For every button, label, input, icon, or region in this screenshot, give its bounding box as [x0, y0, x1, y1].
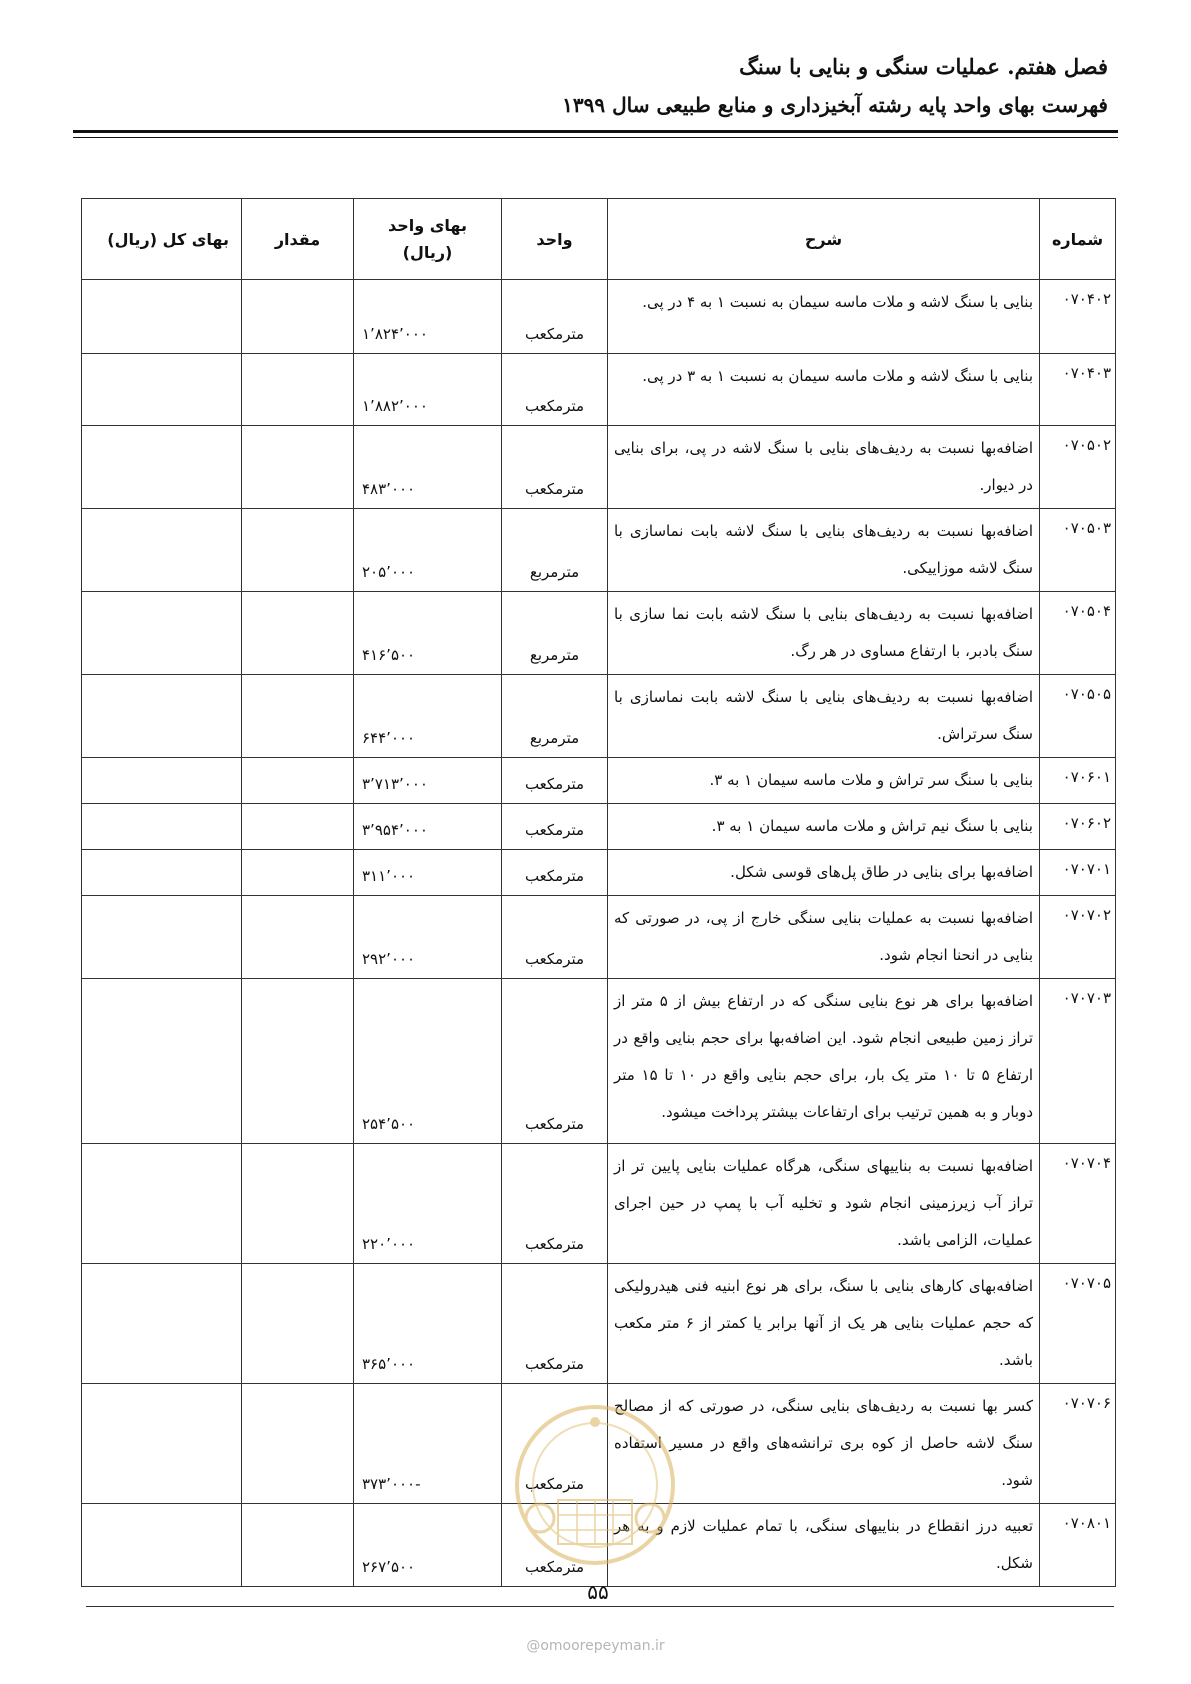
table-row: [82, 509, 1116, 592]
row-unit-price: ۴۱۶٬۵۰۰: [354, 592, 502, 675]
chapter-title: فصل هفتم. عملیات سنگی و بنایی با سنگ: [739, 54, 1108, 79]
row-unit: مترمکعب: [502, 1144, 608, 1264]
row-quantity: [242, 758, 354, 804]
row-unit-price: ۳٬۷۱۳٬۰۰۰: [354, 758, 502, 804]
price-table: [81, 198, 1116, 1587]
row-total: [82, 1384, 242, 1504]
header-unit-price-label: بهای واحد: [387, 216, 467, 235]
row-description: تعبیه درز انقطاع در بناییهای سنگی، با تمام عملیات لازم و به هر شکل.: [608, 1504, 1040, 1587]
row-description: اضافه‌بها نسبت به ردیف‌های بنایی با سنگ لاشه بابت نما سازی با سنگ بادبر، با ارتفاع مساوی در هر رگ.: [608, 592, 1040, 675]
row-unit: مترمکعب: [502, 1384, 608, 1504]
table-row: [82, 354, 1116, 426]
row-code: ۰۷۰۵۰۳: [1040, 509, 1116, 592]
row-description: اضافه‌بها برای هر نوع بنایی سنگی که در ارتفاع بیش از ۵ متر از تراز زمین طبیعی انجام شود. این اضافه‌بها برای حجم بنایی واقع در ارتفاع ۵ تا ۱۰ متر یک بار، برای حجم بنایی واقع در ۱۰ تا ۱۵ متر دوبار و به همین ترتیب برای ارتفاعات بیشتر پرداخت میشود.: [608, 979, 1040, 1144]
row-unit: مترمکعب: [502, 804, 608, 850]
table-row: [82, 1144, 1116, 1264]
row-total: [82, 280, 242, 354]
row-unit-price: ۱٬۸۲۴٬۰۰۰: [354, 280, 502, 354]
footer-divider: [86, 1606, 1114, 1607]
row-total: [82, 1144, 242, 1264]
row-quantity: [242, 850, 354, 896]
row-quantity: [242, 1264, 354, 1384]
row-total: [82, 426, 242, 509]
page-number: ۵۵: [587, 1580, 609, 1604]
header-total: بهای کل (ریال): [82, 199, 242, 280]
row-code: ۰۷۰۶۰۲: [1040, 804, 1116, 850]
row-code: ۰۷۰۷۰۶: [1040, 1384, 1116, 1504]
row-code: ۰۷۰۴۰۳: [1040, 354, 1116, 426]
row-unit: مترمکعب: [502, 280, 608, 354]
table-row: [82, 758, 1116, 804]
row-quantity: [242, 592, 354, 675]
row-code: ۰۷۰۵۰۵: [1040, 675, 1116, 758]
row-total: [82, 850, 242, 896]
table-row: [82, 675, 1116, 758]
row-code: ۰۷۰۷۰۳: [1040, 979, 1116, 1144]
row-unit-price: ۳٬۹۵۴٬۰۰۰: [354, 804, 502, 850]
header-divider-thick: [73, 130, 1118, 133]
table-row: [82, 804, 1116, 850]
row-unit-price: ۲۹۲٬۰۰۰: [354, 896, 502, 979]
row-quantity: [242, 675, 354, 758]
row-description: اضافه‌بهای کارهای بنایی با سنگ، برای هر نوع ابنیه فنی هیدرولیکی که حجم عملیات بنایی هر یک از آنها برابر یا کمتر از ۶ متر مکعب باشد.: [608, 1264, 1040, 1384]
table-row: [82, 426, 1116, 509]
row-unit: مترمکعب: [502, 1504, 608, 1587]
row-unit-price: ۳۶۵٬۰۰۰: [354, 1264, 502, 1384]
row-code: ۰۷۰۷۰۲: [1040, 896, 1116, 979]
row-quantity: [242, 426, 354, 509]
row-quantity: [242, 1384, 354, 1504]
table-header-row: [82, 199, 1116, 280]
row-description: اضافه‌بها نسبت به ردیف‌های بنایی با سنگ لاشه بابت نماسازی با سنگ سرتراش.: [608, 675, 1040, 758]
row-code: ۰۷۰۴۰۲: [1040, 280, 1116, 354]
row-code: ۰۷۰۷۰۱: [1040, 850, 1116, 896]
row-description: اضافه‌بها نسبت به عملیات بنایی سنگی خارج از پی، در صورتی که بنایی در انحنا انجام شود.: [608, 896, 1040, 979]
header-divider-thin: [73, 137, 1118, 138]
row-total: [82, 354, 242, 426]
row-description: بنایی با سنگ لاشه و ملات ماسه سیمان به نسبت ۱ به ۴ در پی.: [608, 280, 1040, 354]
row-total: [82, 1504, 242, 1587]
row-quantity: [242, 354, 354, 426]
price-list-subtitle: فهرست بهای واحد پایه رشته آبخیزداری و منابع طبیعی سال ۱۳۹۹: [562, 93, 1108, 117]
row-description: اضافه‌بها برای بنایی در طاق پل‌های قوسی شکل.: [608, 850, 1040, 896]
row-unit-price: ۳۱۱٬۰۰۰: [354, 850, 502, 896]
row-unit-price: ۲۲۰٬۰۰۰: [354, 1144, 502, 1264]
row-description: اضافه‌بها نسبت به ردیف‌های بنایی با سنگ لاشه در پی، برای بنایی در دیوار.: [608, 426, 1040, 509]
row-unit: مترمکعب: [502, 979, 608, 1144]
row-quantity: [242, 1504, 354, 1587]
row-unit: مترمکعب: [502, 896, 608, 979]
row-description: اضافه‌بها نسبت به ردیف‌های بنایی با سنگ لاشه بابت نماسازی با سنگ لاشه موزاییکی.: [608, 509, 1040, 592]
table-row: [82, 280, 1116, 354]
row-description: بنایی با سنگ سر تراش و ملات ماسه سیمان ۱ به ۳.: [608, 758, 1040, 804]
row-code: ۰۷۰۵۰۲: [1040, 426, 1116, 509]
row-unit: مترمکعب: [502, 426, 608, 509]
row-unit-price: ۴۸۳٬۰۰۰: [354, 426, 502, 509]
row-code: ۰۷۰۵۰۴: [1040, 592, 1116, 675]
row-description: بنایی با سنگ لاشه و ملات ماسه سیمان به نسبت ۱ به ۳ در پی.: [608, 354, 1040, 426]
row-quantity: [242, 509, 354, 592]
row-quantity: [242, 1144, 354, 1264]
row-total: [82, 804, 242, 850]
row-unit-price: ۲۶۷٬۵۰۰: [354, 1504, 502, 1587]
row-total: [82, 592, 242, 675]
table-row: [82, 896, 1116, 979]
row-unit: مترمکعب: [502, 758, 608, 804]
row-code: ۰۷۰۷۰۴: [1040, 1144, 1116, 1264]
table-row: [82, 850, 1116, 896]
row-quantity: [242, 804, 354, 850]
row-unit: مترمربع: [502, 675, 608, 758]
row-quantity: [242, 280, 354, 354]
row-unit: مترمربع: [502, 509, 608, 592]
header-unit: واحد: [502, 199, 608, 280]
row-quantity: [242, 896, 354, 979]
row-total: [82, 1264, 242, 1384]
row-quantity: [242, 979, 354, 1144]
row-unit: مترمکعب: [502, 850, 608, 896]
row-code: ۰۷۰۸۰۱: [1040, 1504, 1116, 1587]
table-row: [82, 979, 1116, 1144]
row-code: ۰۷۰۶۰۱: [1040, 758, 1116, 804]
row-total: [82, 896, 242, 979]
row-unit-price: -۳۷۳٬۰۰۰: [354, 1384, 502, 1504]
row-unit: مترمکعب: [502, 1264, 608, 1384]
seal-watermark: [510, 1400, 680, 1580]
table-row: [82, 592, 1116, 675]
header-unit-price: [354, 199, 502, 280]
table-row: [82, 1264, 1116, 1384]
row-description: بنایی با سنگ نیم تراش و ملات ماسه سیمان ۱ به ۳.: [608, 804, 1040, 850]
row-unit-price: ۶۴۴٬۰۰۰: [354, 675, 502, 758]
row-total: [82, 979, 242, 1144]
row-unit: مترمربع: [502, 592, 608, 675]
row-unit-price: ۱٬۸۸۲٬۰۰۰: [354, 354, 502, 426]
row-description: اضافه‌بها نسبت به بناییهای سنگی، هرگاه عملیات بنایی پایین تر از تراز آب زیرزمینی انجام شود و تخلیه آب با پمپ در حین اجرای عملیات، الزامی باشد.: [608, 1144, 1040, 1264]
header-description: شرح: [608, 199, 1040, 280]
row-total: [82, 675, 242, 758]
row-unit: مترمکعب: [502, 354, 608, 426]
row-description: کسر بها نسبت به ردیف‌های بنایی سنگی، در صورتی که از مصالح سنگ لاشه حاصل از کوه بری ترانشه‌های واقع در مسیر استفاده شود.: [608, 1384, 1040, 1504]
header-unit-price-currency: (ریال): [402, 243, 453, 262]
row-total: [82, 758, 242, 804]
header-quantity: مقدار: [242, 199, 354, 280]
row-unit-price: ۲۵۴٬۵۰۰: [354, 979, 502, 1144]
row-unit-price: ۲۰۵٬۰۰۰: [354, 509, 502, 592]
site-watermark: @omoorepeyman.ir: [526, 1638, 665, 1654]
row-code: ۰۷۰۷۰۵: [1040, 1264, 1116, 1384]
row-total: [82, 509, 242, 592]
header-code: شماره: [1040, 199, 1116, 280]
